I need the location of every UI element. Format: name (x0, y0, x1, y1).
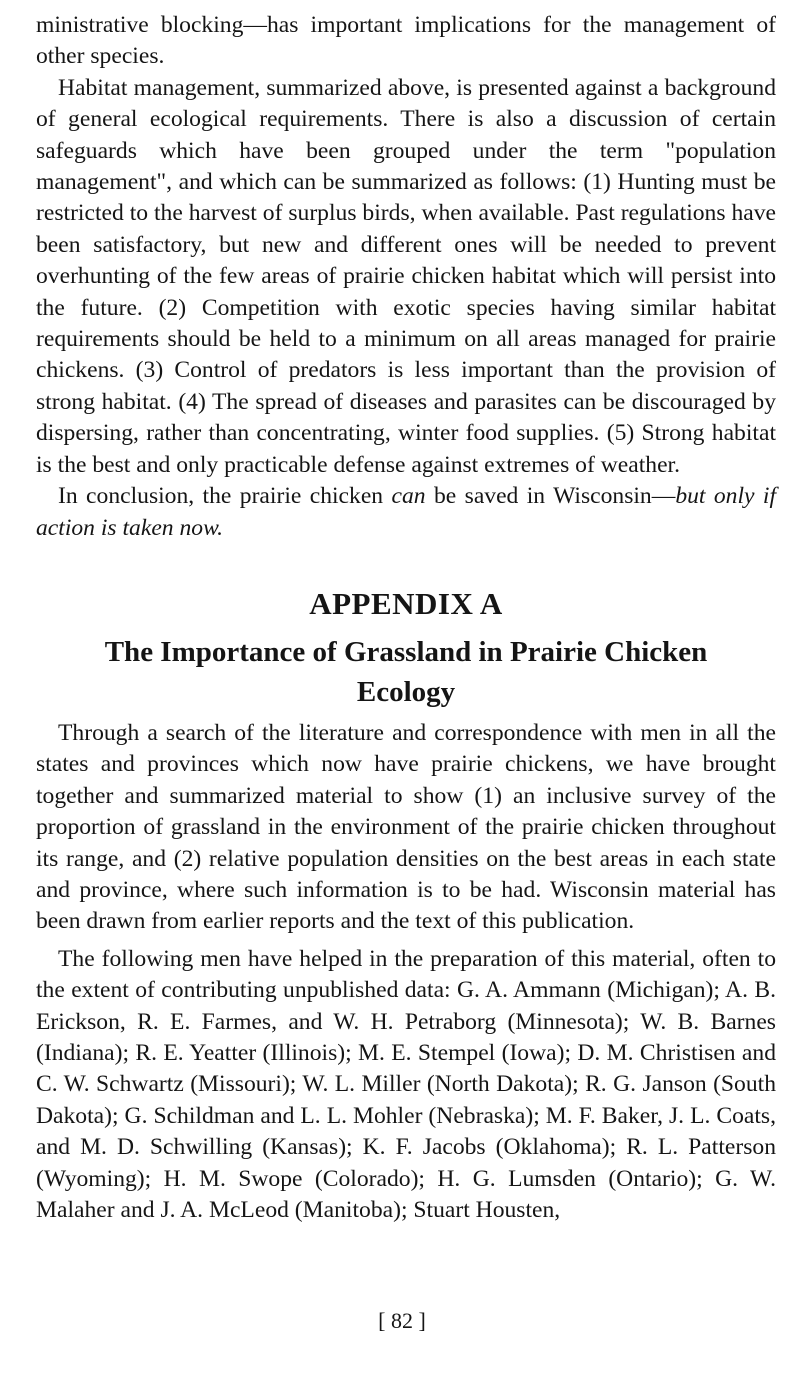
document-page (36, 10, 776, 1226)
body-paragraph-continued: ministrative blocking—has important implications for the management of other species. (36, 12, 776, 70)
appendix-subtitle: The Importance of Grassland in Prairie Chicken Ecology (104, 635, 708, 708)
appendix-paragraph-literature-search: Through a search of the literature and correspondence with men in all the states and provinces which now have prairie chickens, we have brought together and summarized material to show (1) an inclusive survey of the proportion of grassland in the environment of the prairie chicken throughout its range, and (2) relative population densities on the best areas in each state and province, where such information is to be had. Wisconsin material has been drawn from earlier reports and the text of this publication. (36, 719, 776, 935)
body-paragraph-conclusion (36, 481, 776, 544)
conclusion-emphasis-action: but only if action is taken now. (36, 483, 776, 541)
conclusion-text-1: In conclusion, the prairie chicken (58, 483, 392, 510)
appendix-heading: APPENDIX A (309, 585, 503, 621)
conclusion-text-2: be saved in Wisconsin— (425, 483, 676, 510)
page-number: [ 82 ] (378, 1308, 426, 1333)
appendix-paragraph-contributors: The following men have helped in the preparation of this material, often to the extent of contributing unpublished data: G. A. Ammann (Michigan); A. B. Erickson, R. E. Farmes, and W. H. Petraborg (Minnesota); W. B. Barnes (Indiana); R. E. Yeatter (Illinois); M. E. Stempel (Iowa); D. M. Christisen and C. W. Schwartz (Missouri); W. L. Miller (North Dakota); R. G. Janson (South Dakota); G. Schildman and L. L. Mohler (Nebraska); M. F. Baker, J. L. Coats, and M. D. Schwilling (Kansas); K. F. Jacobs (Oklahoma); R. L. Patterson (Wyoming); H. M. Swope (Colorado); H. G. Lumsden (Ontario); G. W. Malaher and J. A. McLeod (Manitoba); Stuart Housten, (36, 945, 776, 1223)
conclusion-emphasis-can: can (391, 483, 426, 510)
body-paragraph-habitat-management: Habitat management, summarized above, is presented against a background of general ecological requirements. There is also a discussion of certain safeguards which have been grouped under the term "population management", and which can be summarized as follows: (1) Hunting must be restricted to the harvest of surplus birds, when available. Past regulations have been satisfactory, but new and different ones will be needed to prevent overhunting of the few areas of prairie chicken habitat which will persist into the future. (2) Competition with exotic species having similar habitat requirements should be held to a minimum on all areas managed for prairie chickens. (3) Control of predators is less important than the provision of strong habitat. (4) The spread of diseases and parasites can be discouraged by dispersing, rather than concentrating, winter food supplies. (5) Strong habitat is the best and only practicable defense against extremes of weather. (36, 74, 776, 478)
